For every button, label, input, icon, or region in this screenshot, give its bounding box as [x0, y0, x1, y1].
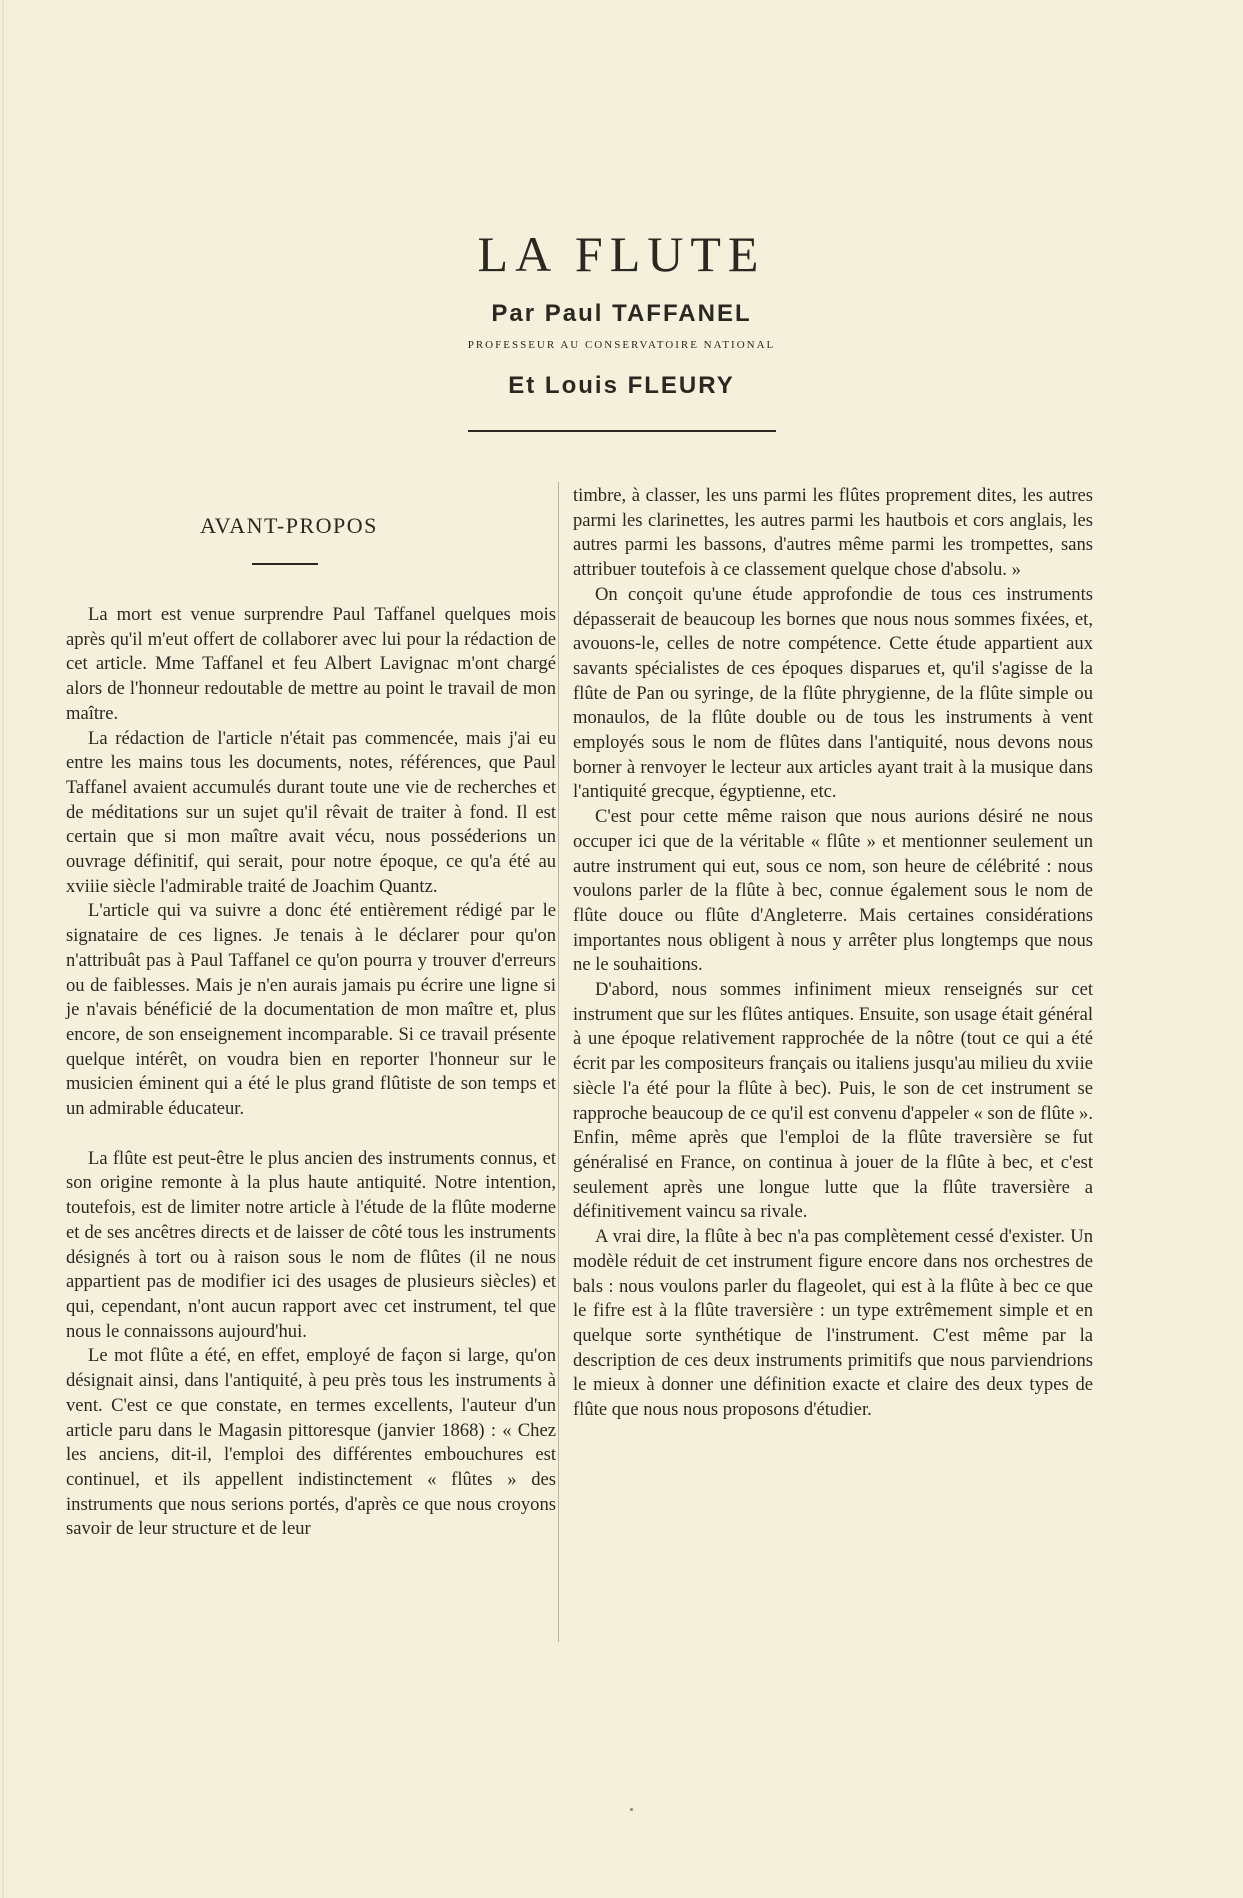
- author-fleury: Et Louis FLEURY: [508, 372, 735, 399]
- paragraph: timbre, à classer, les uns parmi les flûtes proprement dites, les autres parmi les clarinettes, les autres parmi les hautbois et cors anglais, les autres parmi les bassons, d'autres même parmi les trompettes, sans attribuer toutefois à ce classement quelque chose d'absolu. »: [573, 485, 1093, 581]
- paragraph: C'est pour cette même raison que nous aurions désiré ne nous occuper ici que de la véritable « flûte » et mentionner seulement un autre instrument qui eut, sous ce nom, son heure de célébrité : nous voulons parler de la flûte à bec, connue également sous le nom de flûte douce ou flûte d'Angleterre. Mais certaines considérations importantes nous obligent à nous y arrêter plus longtemps que nous ne le souhaitions.: [573, 806, 1093, 976]
- article-title: LA FLUTE: [477, 226, 766, 282]
- author-taffanel: Par Paul TAFFANEL: [491, 300, 752, 327]
- heading-divider: [252, 563, 318, 565]
- paragraph: On conçoit qu'une étude approfondie de tous ces instruments dépasserait de beaucoup les bornes que nous nous sommes fixées, et, avouons-le, celles de notre compétence. Cette étude appartient aux savants spécialistes de ces époques disparues et, qu'il s'agisse de la flûte de Pan ou syringe, de la flûte phrygienne, de la flûte simple ou monaulos, de la flûte double ou de tous les instruments à vent employés sous le nom de flûtes dans l'antiquité, nous devons nous borner à renvoyer le lecteur aux articles ayant trait à la musique dans l'antiquité grecque, égyptienne, etc.: [573, 583, 1093, 803]
- right-column: [573, 484, 1093, 1423]
- section-heading: AVANT-PROPOS: [200, 513, 378, 538]
- paragraph: A vrai dire, la flûte à bec n'a pas complètement cessé d'exister. Un modèle réduit de cet instrument figure encore dans nos orchestres de bals : nous voulons parler du flageolet, qui est à la flûte à bec ce que le fifre est à la flûte traversière : un type extrêmement simple et en quelque sorte synthétique de l'instrument. C'est même par la description de ces deux instruments primitifs que nous parviendrions le mieux à donner une définition exacte et claire des deux types de flûte que nous nous proposons d'étudier.: [573, 1226, 1093, 1421]
- paragraph: La rédaction de l'article n'était pas commencée, mais j'ai eu entre les mains tous les documents, notes, références, que Paul Taffanel avaient accumulés durant toute une vie de recherches et de méditations sur un sujet qu'il rêvait de traiter à fond. Il est certain que si mon maître avait vécu, nous posséderions un ouvrage définitif, qui serait, pour notre époque, ce qu'a été au xviiie siècle l'admirable traité de Joachim Quantz.: [66, 727, 556, 897]
- paragraph: Le mot flûte a été, en effet, employé de façon si large, qu'on désignait ainsi, dans l'antiquité, à peu près tous les instruments à vent. C'est ce que constate, en termes excellents, l'auteur d'un article paru dans le Magasin pittoresque (janvier 1868) : « Chez les anciens, dit-il, l'emploi des différentes embouchures est continuel, et ils appellent indistinctement « flûtes » des instruments que nous serions portés, d'après ce que nous croyons savoir de leur structure et de leur: [66, 1345, 556, 1540]
- paragraph: L'article qui va suivre a donc été entièrement rédigé par le signataire de ces lignes. Je tenais à le déclarer pour qu'on n'attribuât pas à Paul Taffanel ce qu'on pourra y trouver d'erreurs ou de faiblesses. Mais je n'en aurais jamais pu écrire une ligne si je n'avais bénéficié de la documentation de mon maître et, plus encore, de son enseignement incomparable. Si ce travail présente quelque intérêt, on voudra bien en reporter l'honneur sur le musicien éminent qui a été le plus grand flûtiste de son temps et un admirable éducateur.: [66, 900, 556, 1120]
- page-edge: [2, 0, 4, 1898]
- ink-speck: [630, 1808, 633, 1811]
- paragraph: D'abord, nous sommes infiniment mieux renseignés sur cet instrument que sur les flûtes antiques. Ensuite, son usage était général à une époque relativement rapprochée de la nôtre (tout ce qui a été écrit par les compositeurs français ou italiens jusqu'au milieu du xviie siècle l'a été pour la flûte à bec). Puis, le son de cet instrument se rapproche beaucoup de ce qu'il est convenu d'appeler « son de flûte ». Enfin, même après que l'emploi de la flûte traversière se fut généralisé en France, on continua à jouer de la flûte à bec, et c'est seulement après une longue lutte que la flûte traversière a définitivement vaincu sa rivale.: [573, 979, 1093, 1223]
- title-divider: [468, 430, 776, 432]
- author-affiliation: PROFESSEUR AU CONSERVATOIRE NATIONAL: [467, 339, 776, 351]
- paragraph: La mort est venue surprendre Paul Taffanel quelques mois après qu'il m'eut offert de collaborer avec lui pour la rédaction de cet article. Mme Taffanel et feu Albert Lavignac m'ont chargé alors de l'honneur redoutable de mettre au point le travail de mon maître.: [66, 604, 556, 724]
- column-divider: [558, 482, 559, 1642]
- paragraph: La flûte est peut-être le plus ancien des instruments connus, et son origine remonte à la plus haute antiquité. Notre intention, toutefois, est de limiter notre article à l'étude de la flûte moderne et de ses ancêtres directs et de laisser de côté tous les instruments désignés à tort ou à raison sous le nom de flûtes (il ne nous appartient pas de modifier ici des usages de plusieurs siècles) et qui, cependant, n'ont aucun rapport avec cet instrument, tel que nous le connaissons aujourd'hui.: [66, 1147, 556, 1342]
- left-column: [66, 603, 556, 1542]
